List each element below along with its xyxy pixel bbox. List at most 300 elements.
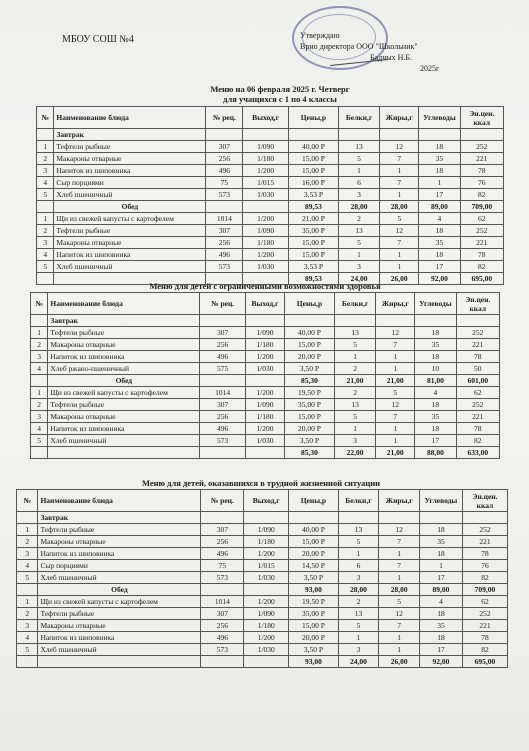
table-row [17,560,508,572]
table-row [37,177,504,189]
lunch-total-row [31,447,500,459]
table-cell: Напиток из шиповника [48,351,200,363]
empty-cell [37,201,54,213]
table-cell: 18 [420,608,463,620]
lunch-total-cell: 88,00 [415,447,456,459]
table-cell: 13 [334,399,375,411]
table-cell: 1/030 [244,572,289,584]
table-row [31,435,500,447]
column-header: Углеводы [419,107,460,129]
table-cell: Тефтели рыбные [38,608,201,620]
table-cell: 2 [338,213,379,225]
table-cell: 252 [456,399,499,411]
table-cell: 75 [201,560,244,572]
table-cell: Щи из свежей капусты с картофелем [38,596,201,608]
empty-cell [31,315,48,327]
table-cell: 496 [206,165,243,177]
column-header: Цены,р [285,293,335,315]
table-cell: 19,50 Р [285,387,335,399]
table-row [31,387,500,399]
table-cell: 1 [376,423,415,435]
table-cell: 1 [379,548,420,560]
table-cell: 5 [338,536,379,548]
table-cell: 1 [37,213,54,225]
table-row [17,632,508,644]
table-cell: 17 [420,644,463,656]
table-cell: 35 [415,411,456,423]
table-cell: 1/180 [245,411,284,423]
breakfast-total-cell: 21,00 [334,375,375,387]
breakfast-total-cell: 89,53 [288,201,338,213]
menu-table-3 [16,489,508,668]
table-cell: 3 [31,411,48,423]
table-cell: 1014 [206,213,243,225]
empty-cell [245,447,284,459]
table-cell: 40,00 Р [288,141,338,153]
section-label-breakfast: Завтрак [54,129,206,141]
table-cell: 1 [31,327,48,339]
empty-cell [244,584,289,596]
table-row [17,536,508,548]
table-cell: Макароны отварные [38,536,201,548]
empty-cell [462,512,507,524]
breakfast-total-cell: 709,00 [462,584,507,596]
table-cell: 1014 [200,387,246,399]
empty-cell [376,315,415,327]
empty-cell [31,447,48,459]
empty-cell [338,512,379,524]
table-cell: 18 [415,327,456,339]
approval-block [300,30,439,74]
table-cell: 5 [334,339,375,351]
table-row [31,363,500,375]
breakfast-total-cell: 709,00 [460,201,503,213]
section-title-3: Меню для детей, оказавшихся в трудной жизненной ситуации [141,478,381,488]
table-cell: Хлеб пшеничный [54,261,206,273]
table-row [37,261,504,273]
table-cell: 1/180 [244,620,289,632]
table-cell: 1 [380,249,419,261]
table-cell: 573 [206,261,243,273]
table-cell: 1 [17,524,38,536]
table-cell: 1/090 [245,399,284,411]
table-cell: 17 [420,572,463,584]
section-label-lunch: Обед [48,375,200,387]
table-cell: 1 [376,435,415,447]
table-cell: 4 [415,387,456,399]
table-cell: 5 [31,435,48,447]
column-header: Выход,г [244,490,289,512]
approval-line-2: Врио директора ООО "Школьник" [300,42,418,51]
table-cell: 1 [379,644,420,656]
table-cell: 6 [338,560,379,572]
lunch-total-cell: 21,00 [376,447,415,459]
table-cell: 1/030 [243,261,289,273]
empty-cell [206,129,243,141]
empty-cell [17,512,38,524]
table-cell: 17 [419,189,460,201]
table-row [37,237,504,249]
table-cell: Тефтели рыбные [54,225,206,237]
table-cell: 1 [17,596,38,608]
table-cell: Хлеб пшеничный [54,189,206,201]
lunch-total-cell: 92,00 [419,273,460,285]
table-cell: 2 [37,153,54,165]
empty-cell [243,129,289,141]
lunch-total-cell: 695,00 [462,656,507,668]
empty-cell [201,512,244,524]
table-row [37,141,504,153]
lunch-total-cell: 26,00 [380,273,419,285]
table-cell: 3,50 Р [285,435,335,447]
table-row [17,644,508,656]
column-header: Белки,г [338,107,379,129]
breakfast-total-cell: 85,30 [285,375,335,387]
empty-cell [380,129,419,141]
empty-cell [17,584,38,596]
table-cell: 5 [338,237,379,249]
table-cell: 307 [200,399,246,411]
table-cell: 13 [338,608,379,620]
table-cell: 76 [460,177,503,189]
breakfast-total-cell: 93,00 [289,584,338,596]
section-label-breakfast: Завтрак [48,315,200,327]
table-cell: 15,00 Р [288,153,338,165]
empty-cell [379,512,420,524]
table-cell: 18 [420,632,463,644]
empty-cell [245,315,284,327]
table-cell: 13 [338,524,379,536]
table-cell: 5 [380,213,419,225]
table-cell: 256 [201,536,244,548]
table-cell: 20,00 Р [289,548,338,560]
table-cell: 5 [338,153,379,165]
table-cell: 252 [460,225,503,237]
table-cell: 5 [379,596,420,608]
table-cell: 12 [376,399,415,411]
table-cell: Напиток из шиповника [54,165,206,177]
table-cell: 35 [420,536,463,548]
empty-cell [48,447,200,459]
table-cell: Тефтели рыбные [48,327,200,339]
column-header: № [17,490,38,512]
section-title-2: Меню для детей с ограниченными возможностями здоровья [149,281,381,291]
table-cell: 2 [334,387,375,399]
table-cell: 14,50 Р [289,560,338,572]
table-row [31,351,500,363]
table-cell: 252 [462,608,507,620]
column-header: Жиры,г [380,107,419,129]
column-header: Углеводы [415,293,456,315]
empty-cell [37,129,54,141]
table-cell: 307 [200,327,246,339]
table-cell: 4 [420,596,463,608]
table-cell: 12 [379,524,420,536]
table-cell: 20,00 Р [289,632,338,644]
table-header-row [31,293,500,315]
table-cell: 5 [17,572,38,584]
column-header: Эн.цен. ккал [462,490,507,512]
table-cell: 1 [338,165,379,177]
lunch-total-row [17,656,508,668]
table-cell: 50 [456,363,499,375]
empty-cell [285,315,335,327]
empty-cell [17,656,38,668]
table-cell: 18 [420,548,463,560]
approval-line-4: 2025г [420,64,440,73]
table-cell: 18 [419,225,460,237]
column-header: № [31,293,48,315]
table-cell: 78 [462,632,507,644]
table-cell: 3,50 Р [289,644,338,656]
table-cell: 1/090 [243,225,289,237]
table-cell: 221 [462,536,507,548]
table-cell: 1/090 [244,524,289,536]
table-cell: 17 [415,435,456,447]
empty-cell [201,584,244,596]
table-cell: Напиток из шиповника [48,423,200,435]
table-cell: 75 [206,177,243,189]
approval-line-1: Утверждаю [300,31,340,40]
table-cell: 3 [338,644,379,656]
empty-cell [200,375,246,387]
section-label-lunch: Обед [38,584,201,596]
table-cell: 35,00 Р [289,608,338,620]
column-header: № [37,107,54,129]
table-cell: Хлеб пшеничный [38,572,201,584]
table-cell: 18 [415,399,456,411]
table-header-row [37,107,504,129]
table-cell: 3 [37,237,54,249]
table-row [37,225,504,237]
table-header-row [17,490,508,512]
table-cell: 1 [338,548,379,560]
empty-cell [289,512,338,524]
table-row [17,620,508,632]
table-cell: 1/015 [244,560,289,572]
table-cell: 15,00 Р [289,620,338,632]
table-row [37,165,504,177]
table-cell: 221 [460,237,503,249]
table-cell: 18 [419,141,460,153]
table-cell: Напиток из шиповника [54,249,206,261]
table-cell: 1/200 [243,249,289,261]
table-cell: 82 [462,572,507,584]
table-cell: Щи из свежей капусты с картофелем [54,213,206,225]
table-row [37,213,504,225]
empty-cell [334,315,375,327]
table-cell: 3 [334,435,375,447]
breakfast-total-cell: 89,00 [420,584,463,596]
table-cell: 1 [31,387,48,399]
table-cell: 82 [460,261,503,273]
table-cell: 78 [456,423,499,435]
table-cell: 5 [37,189,54,201]
table-cell: 5 [376,387,415,399]
table-cell: 12 [376,327,415,339]
column-header: Наименование блюда [48,293,200,315]
table-cell: 1 [334,351,375,363]
table-cell: 40,00 Р [285,327,335,339]
lunch-total-cell: 633,00 [456,447,499,459]
lunch-total-cell: 24,00 [338,273,379,285]
table-cell: 35 [419,153,460,165]
table-cell: 15,00 Р [289,536,338,548]
table-cell: 4 [419,213,460,225]
table-cell: 4 [37,249,54,261]
section-row-breakfast [37,129,504,141]
table-cell: 1/200 [244,632,289,644]
table-cell: 573 [201,644,244,656]
table-row [37,249,504,261]
table-cell: Тефтели рыбные [48,399,200,411]
table-cell: 78 [462,548,507,560]
lunch-total-cell: 24,00 [338,656,379,668]
table-row [17,596,508,608]
table-cell: 3,50 Р [285,363,335,375]
table-cell: 3,53 Р [288,189,338,201]
empty-cell [244,656,289,668]
table-cell: 252 [462,524,507,536]
table-cell: 18 [415,423,456,435]
table-cell: 1 [380,189,419,201]
table-cell: 496 [201,632,244,644]
menu-table-1 [36,106,504,285]
table-cell: 7 [380,237,419,249]
table-cell: 4 [17,560,38,572]
table-cell: 1 [376,363,415,375]
table-cell: 7 [379,620,420,632]
table-cell: 82 [456,435,499,447]
table-cell: 2 [17,536,38,548]
table-row [37,153,504,165]
table-cell: 1/200 [243,165,289,177]
table-cell: 40,00 Р [289,524,338,536]
table-cell: 1/200 [243,213,289,225]
breakfast-total-cell: 28,00 [338,584,379,596]
table-cell: 82 [460,189,503,201]
table-cell: 1/180 [243,237,289,249]
table-cell: 1/030 [243,189,289,201]
table-cell: 573 [206,189,243,201]
table-cell: 78 [460,165,503,177]
table-cell: 256 [206,237,243,249]
table-cell: 7 [376,411,415,423]
table-cell: 1/030 [244,644,289,656]
lunch-total-cell: 93,00 [289,656,338,668]
table-cell: 7 [379,536,420,548]
table-cell: 18 [420,524,463,536]
table-cell: 496 [201,548,244,560]
table-cell: 76 [462,560,507,572]
table-cell: 20,00 Р [285,351,335,363]
table-cell: 62 [456,387,499,399]
empty-cell [31,375,48,387]
table-cell: 82 [462,644,507,656]
column-header: № рец. [206,107,243,129]
table-cell: 1/200 [245,423,284,435]
table-row [31,399,500,411]
table-cell: 18 [419,249,460,261]
breakfast-total-cell: 89,00 [419,201,460,213]
table-cell: 1 [419,177,460,189]
table-cell: Тефтели рыбные [38,524,201,536]
table-cell: Макароны отварные [38,620,201,632]
table-cell: 78 [460,249,503,261]
table-cell: 35,00 Р [285,399,335,411]
table-cell: 2 [334,363,375,375]
table-cell: Сыр порциями [38,560,201,572]
table-cell: 1/090 [244,608,289,620]
table-cell: 7 [380,153,419,165]
table-cell: 3 [37,165,54,177]
lunch-total-cell: 85,30 [285,447,335,459]
table-cell: 3 [31,351,48,363]
table-cell: 5 [17,644,38,656]
table-cell: 2 [31,339,48,351]
approval-line-3: Бадчых Н.Б. [370,53,412,62]
column-header: Цены,р [288,107,338,129]
table-cell: 78 [456,351,499,363]
table-cell: 1 [420,560,463,572]
table-cell: 252 [460,141,503,153]
table-cell: 20,00 Р [285,423,335,435]
table-cell: 13 [334,327,375,339]
table-cell: 1 [379,632,420,644]
table-cell: 221 [460,153,503,165]
table-cell: 1 [37,141,54,153]
table-cell: Напиток из шиповника [38,548,201,560]
empty-cell [456,315,499,327]
table-cell: Сыр порциями [54,177,206,189]
table-cell: Хлеб ржано-пшеничный [48,363,200,375]
table-cell: 16,00 Р [288,177,338,189]
title-line-1: Меню на 06 февраля 2025 г. Четверг [210,84,350,94]
table-cell: 573 [200,435,246,447]
table-cell: 7 [380,177,419,189]
table-cell: Макароны отварные [48,411,200,423]
table-cell: 35 [419,237,460,249]
table-cell: 35 [415,339,456,351]
table-cell: 4 [17,632,38,644]
table-cell: 3,53 Р [288,261,338,273]
table-cell: 15,00 Р [288,237,338,249]
table-cell: 4 [31,423,48,435]
table-cell: 3,50 Р [289,572,338,584]
table-cell: 15,00 Р [285,411,335,423]
column-header: Наименование блюда [54,107,206,129]
table-cell: 1/180 [244,536,289,548]
breakfast-total-cell: 28,00 [380,201,419,213]
breakfast-total-cell: 21,00 [376,375,415,387]
table-cell: 2 [338,596,379,608]
table-cell: 15,00 Р [285,339,335,351]
table-cell: 3 [338,572,379,584]
table-cell: 256 [200,411,246,423]
section-label-lunch: Обед [54,201,206,213]
table-row [31,339,500,351]
empty-cell [288,129,338,141]
table-cell: 3 [17,620,38,632]
table-cell: 573 [201,572,244,584]
lunch-total-cell: 695,00 [460,273,503,285]
table-cell: 12 [380,141,419,153]
section-row-breakfast [31,315,500,327]
table-cell: 5 [338,620,379,632]
title-line-2: для учащихся с 1 по 4 классы [223,94,337,104]
table-cell: 15,00 Р [288,249,338,261]
table-cell: Тефтели рыбные [54,141,206,153]
